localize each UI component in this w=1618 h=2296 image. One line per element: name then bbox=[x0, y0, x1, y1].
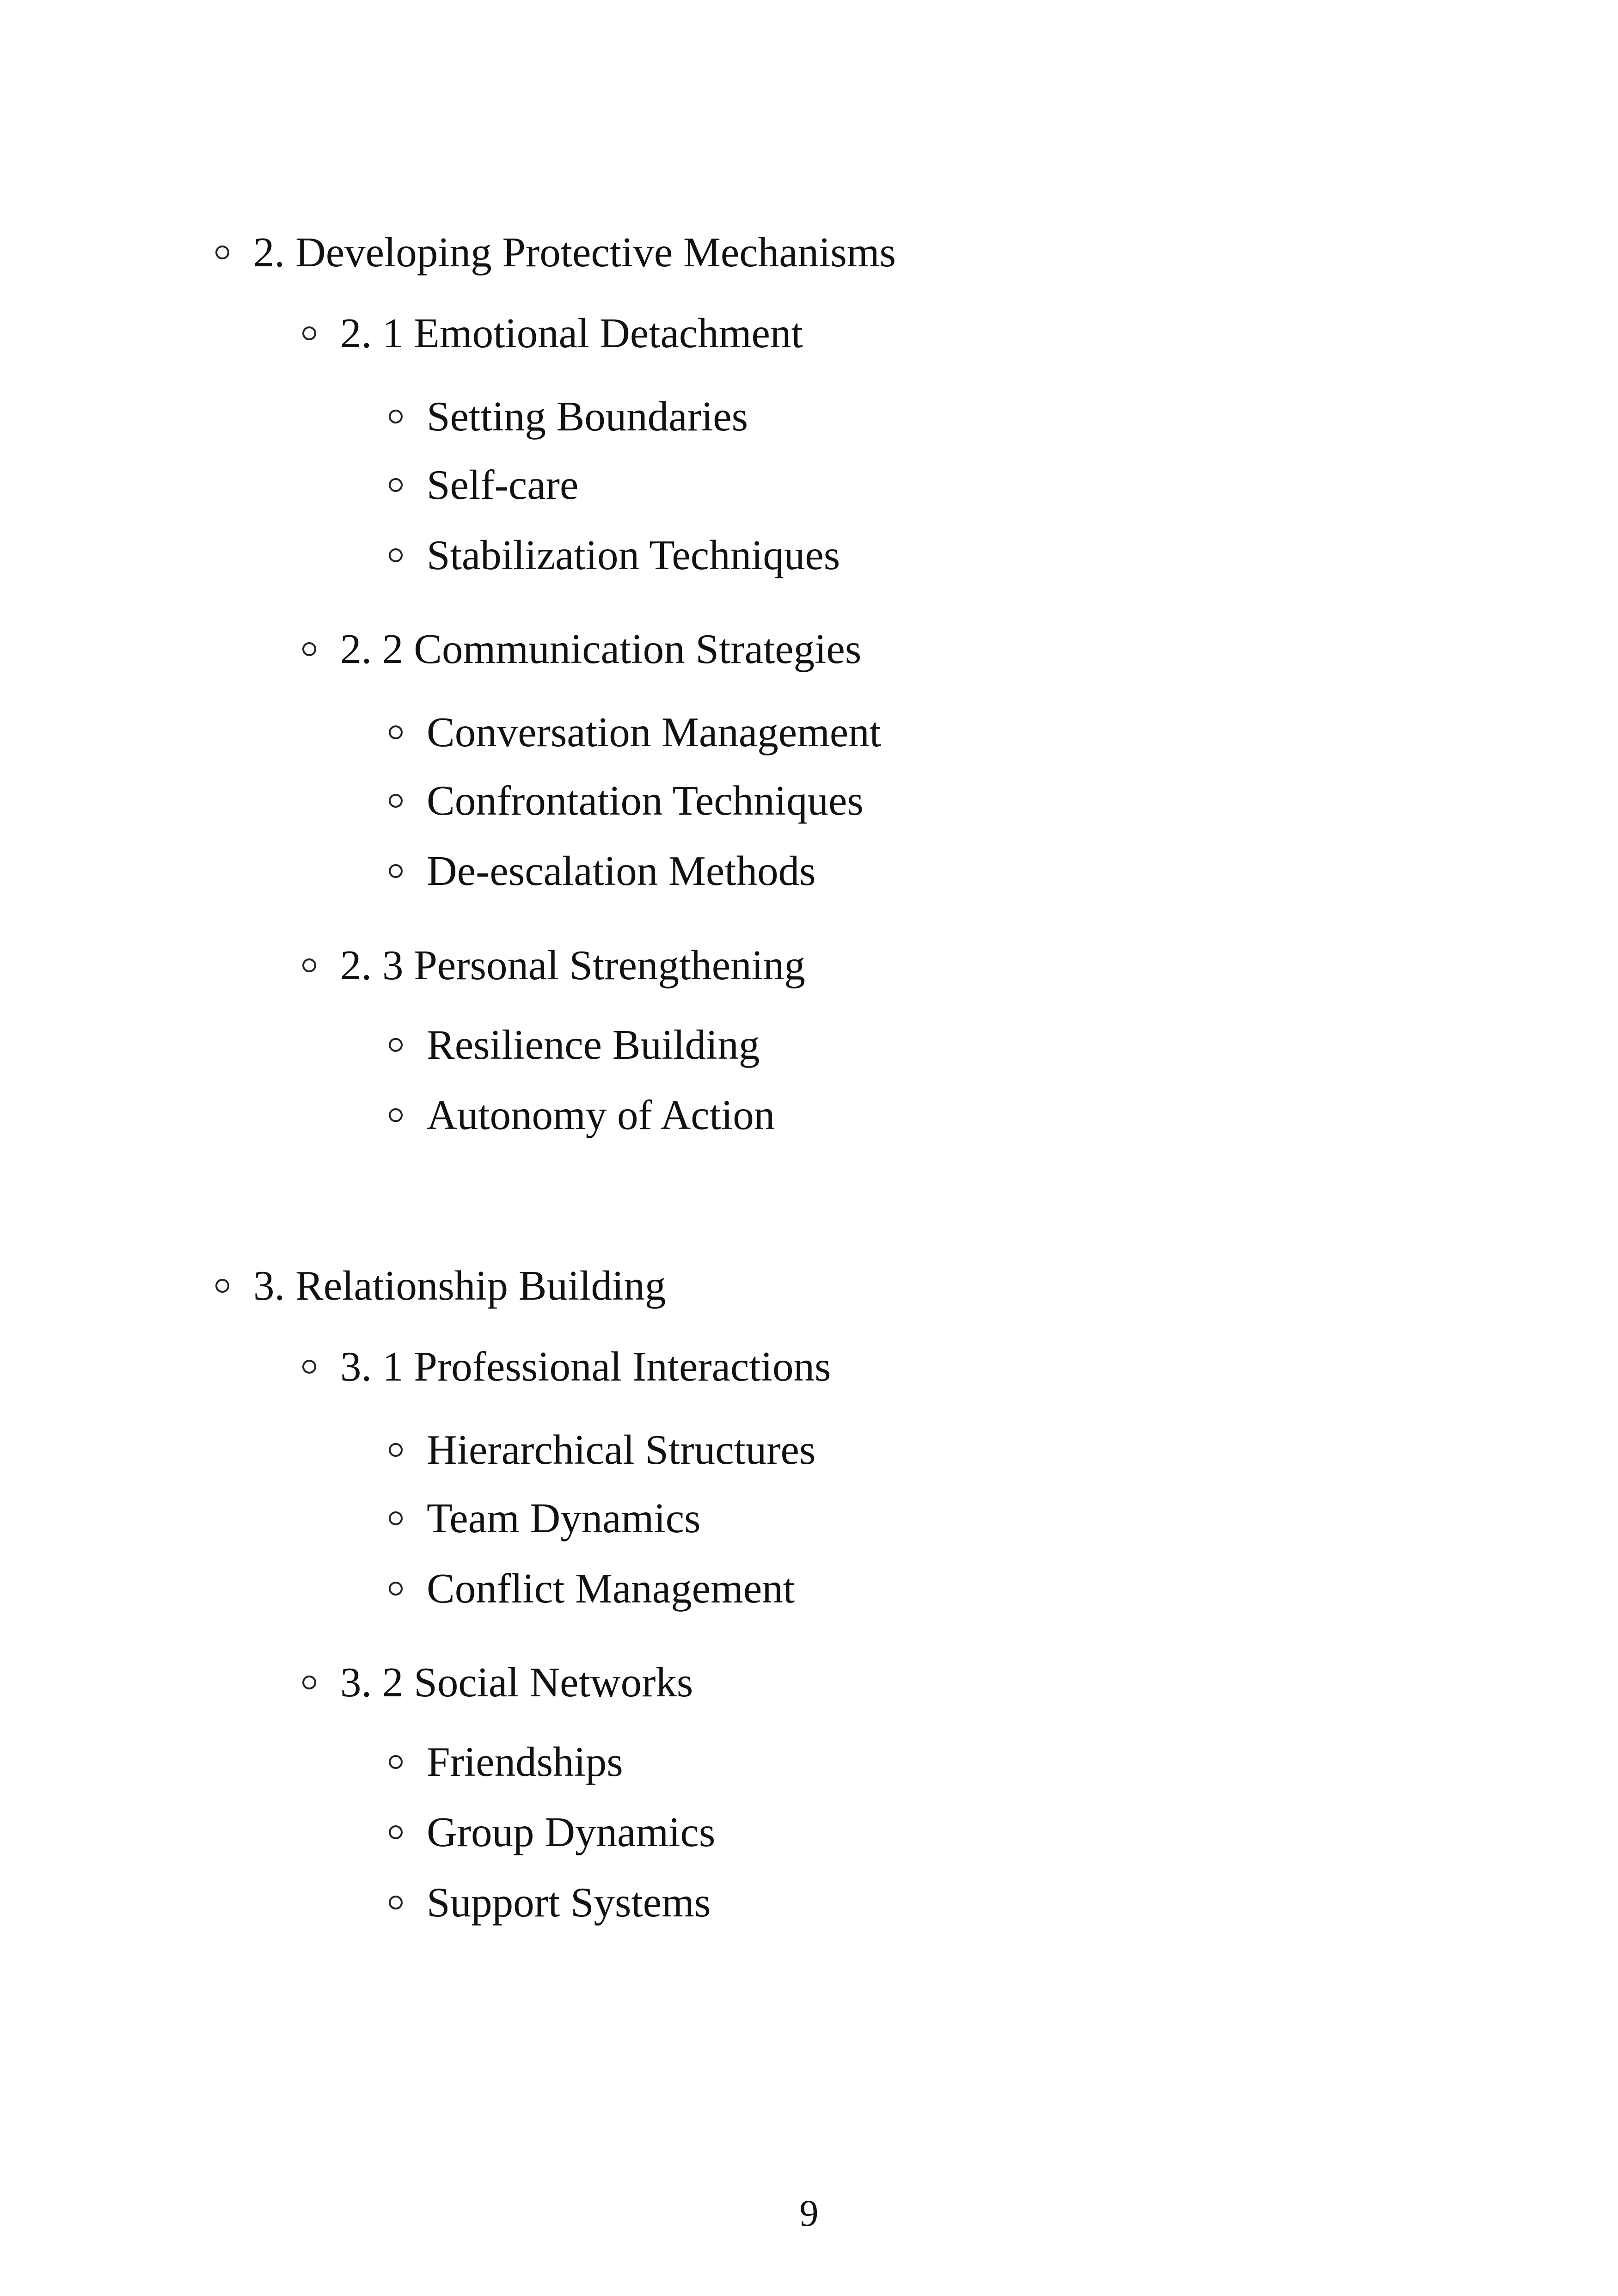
outline-list-item bbox=[389, 1811, 715, 1853]
hollow-circle-bullet-icon bbox=[389, 1108, 403, 1122]
outline-subsection-2-3 bbox=[302, 944, 805, 986]
outline-list-item bbox=[389, 777, 864, 824]
subsection-heading: 3. 2 Social Networks bbox=[340, 1659, 693, 1706]
section-heading: 3. Relationship Building bbox=[253, 1262, 666, 1309]
hollow-circle-bullet-icon bbox=[389, 478, 403, 492]
hollow-circle-bullet-icon bbox=[389, 725, 403, 739]
hollow-circle-bullet-icon bbox=[302, 1360, 316, 1374]
list-item-label: Support Systems bbox=[427, 1879, 711, 1926]
hollow-circle-bullet-icon bbox=[215, 246, 229, 259]
hollow-circle-bullet-icon bbox=[302, 958, 316, 972]
outline-list-item bbox=[389, 393, 748, 440]
hollow-circle-bullet-icon bbox=[302, 642, 316, 656]
hollow-circle-bullet-icon bbox=[389, 864, 403, 878]
hollow-circle-bullet-icon bbox=[389, 548, 403, 562]
outline-list-item bbox=[389, 1021, 760, 1068]
hollow-circle-bullet-icon bbox=[389, 1443, 403, 1457]
hollow-circle-bullet-icon bbox=[302, 1676, 316, 1689]
hollow-circle-bullet-icon bbox=[389, 1582, 403, 1596]
outline-list-item bbox=[389, 534, 840, 576]
list-item-label: Stabilization Techniques bbox=[427, 532, 840, 578]
hollow-circle-bullet-icon bbox=[389, 1825, 403, 1839]
hollow-circle-bullet-icon bbox=[215, 1279, 229, 1293]
list-item-label: Hierarchical Structures bbox=[427, 1426, 816, 1473]
list-item-label: De-escalation Methods bbox=[427, 847, 816, 894]
outline-section-3 bbox=[215, 1262, 666, 1309]
hollow-circle-bullet-icon bbox=[389, 410, 403, 424]
outline-subsection-3-1 bbox=[302, 1343, 831, 1390]
outline-list-item bbox=[389, 1094, 775, 1136]
outline-list-item bbox=[389, 1738, 623, 1785]
section-heading: 2. Developing Protective Mechanisms bbox=[253, 229, 896, 276]
list-item-label: Team Dynamics bbox=[427, 1495, 701, 1541]
hollow-circle-bullet-icon bbox=[302, 326, 316, 340]
subsection-heading: 2. 2 Communication Strategies bbox=[340, 626, 862, 672]
list-item-label: Self-care bbox=[427, 461, 579, 508]
hollow-circle-bullet-icon bbox=[389, 1511, 403, 1525]
list-item-label: Conflict Management bbox=[427, 1565, 795, 1612]
list-item-label: Confrontation Techniques bbox=[427, 777, 864, 824]
hollow-circle-bullet-icon bbox=[389, 1755, 403, 1769]
outline-subsection-2-1 bbox=[302, 312, 803, 354]
outline-list-item bbox=[389, 1565, 795, 1612]
subsection-heading: 3. 1 Professional Interactions bbox=[340, 1343, 831, 1390]
outline-list-item bbox=[389, 1497, 701, 1539]
list-item-label: Group Dynamics bbox=[427, 1809, 716, 1855]
list-item-label: Resilience Building bbox=[427, 1021, 760, 1068]
subsection-heading: 2. 1 Emotional Detachment bbox=[340, 310, 803, 356]
outline-list-item bbox=[389, 461, 579, 508]
outline-list-item bbox=[389, 847, 816, 894]
hollow-circle-bullet-icon bbox=[389, 1896, 403, 1909]
hollow-circle-bullet-icon bbox=[389, 1038, 403, 1052]
outline-list-item bbox=[389, 1879, 711, 1926]
list-item-label: Friendships bbox=[427, 1738, 623, 1785]
hollow-circle-bullet-icon bbox=[389, 794, 403, 808]
outline-subsection-3-2 bbox=[302, 1659, 693, 1706]
subsection-heading: 2. 3 Personal Strengthening bbox=[340, 942, 805, 988]
outline-list-item bbox=[389, 1426, 816, 1473]
outline-list-item bbox=[389, 711, 881, 753]
list-item-label: Setting Boundaries bbox=[427, 393, 748, 440]
page-number: 9 bbox=[799, 2192, 819, 2234]
outline-subsection-2-2 bbox=[302, 628, 861, 670]
outline-section-2 bbox=[215, 229, 896, 276]
list-item-label: Autonomy of Action bbox=[427, 1092, 775, 1138]
list-item-label: Conversation Management bbox=[427, 709, 882, 755]
